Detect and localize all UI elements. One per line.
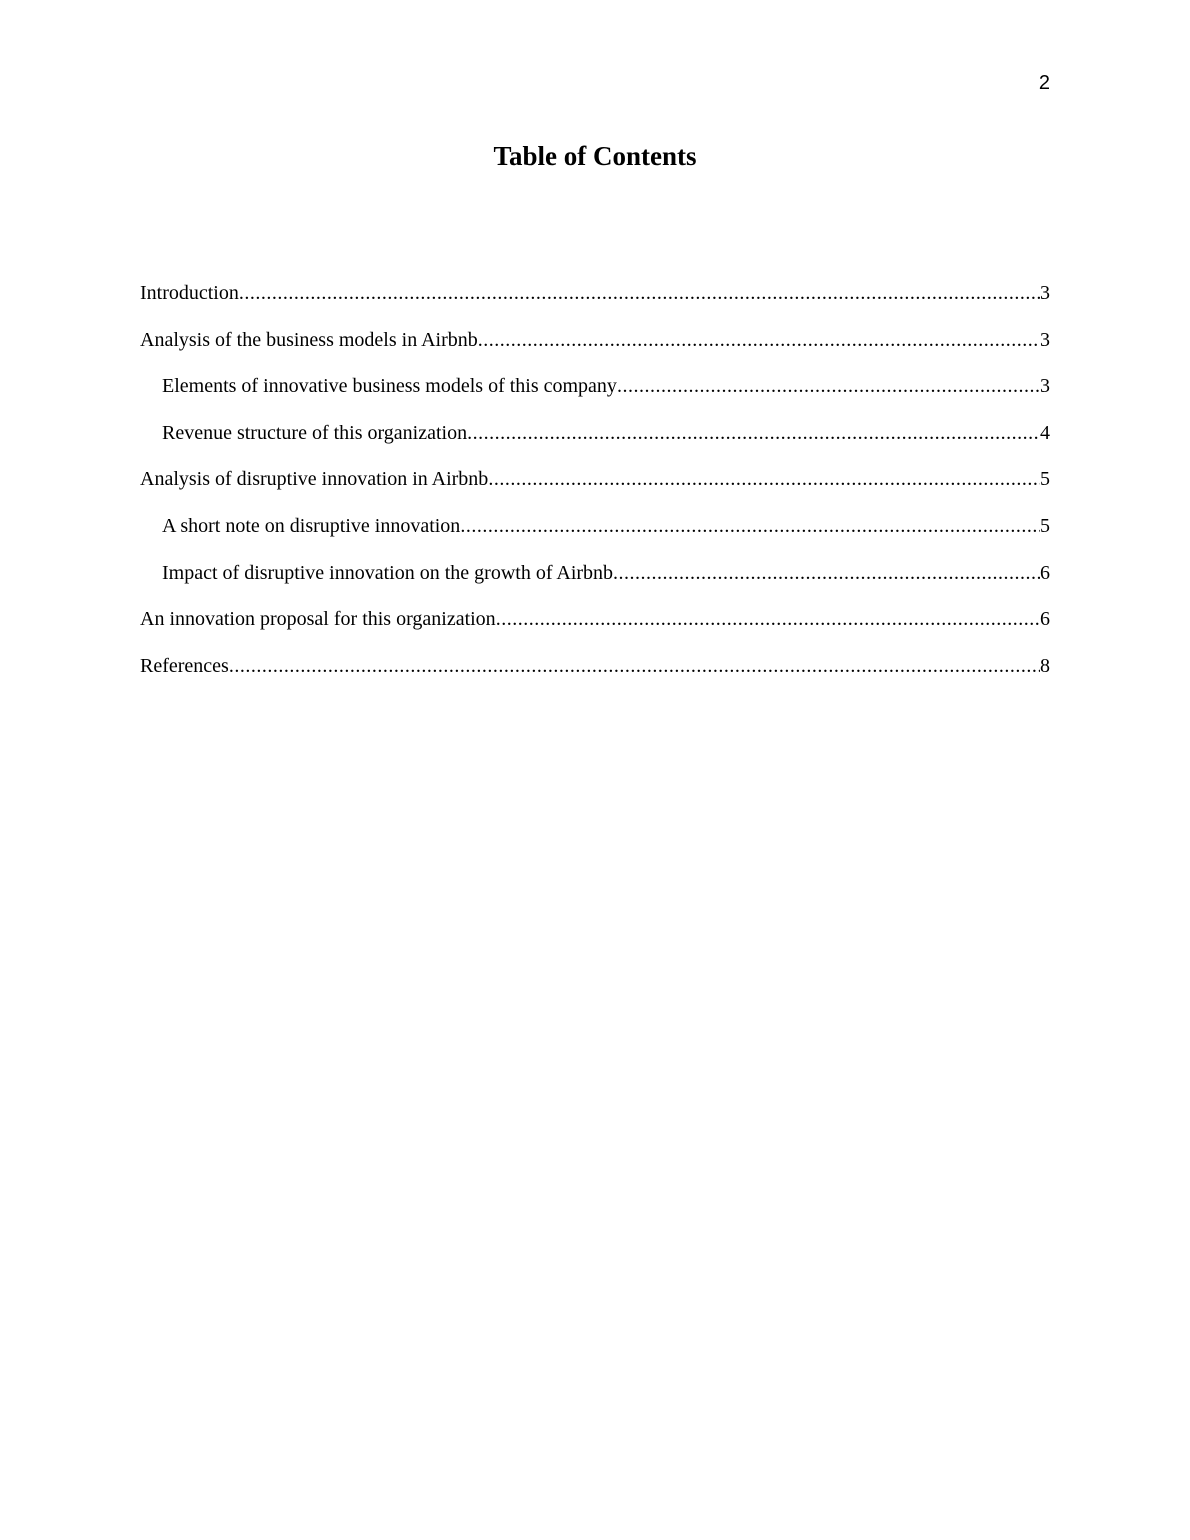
toc-entry-text: Analysis of the business models in Airbnb bbox=[140, 328, 478, 351]
toc-entry-page: 4 bbox=[1040, 421, 1050, 444]
toc-dot-leader bbox=[496, 605, 1040, 633]
toc-entry-text: A short note on disruptive innovation bbox=[162, 514, 461, 537]
toc-dot-leader bbox=[229, 652, 1040, 680]
page-number: 2 bbox=[1038, 72, 1050, 94]
toc-list bbox=[140, 279, 1050, 698]
toc-entry-page: 6 bbox=[1040, 608, 1050, 631]
toc-entry-innovation-proposal[interactable] bbox=[140, 605, 1050, 652]
toc-entry-references[interactable] bbox=[140, 652, 1050, 699]
toc-entry-short-note[interactable] bbox=[140, 512, 1050, 559]
toc-entry-text: Revenue structure of this organization bbox=[162, 421, 468, 444]
toc-entry-introduction[interactable] bbox=[140, 279, 1050, 326]
toc-entry-page: 3 bbox=[1040, 282, 1050, 304]
toc-dot-leader bbox=[478, 326, 1040, 354]
toc-dot-leader bbox=[613, 559, 1040, 587]
toc-entry-page: 3 bbox=[1040, 375, 1050, 398]
toc-entry-innovative-elements[interactable] bbox=[140, 372, 1050, 419]
toc-entry-disruptive-innovation[interactable] bbox=[140, 465, 1050, 512]
toc-dot-leader bbox=[239, 279, 1040, 307]
toc-dot-leader bbox=[467, 419, 1040, 447]
toc-entry-revenue-structure[interactable] bbox=[140, 419, 1050, 466]
toc-dot-leader bbox=[488, 465, 1040, 493]
toc-entry-impact[interactable] bbox=[140, 559, 1050, 606]
toc-entry-business-models[interactable] bbox=[140, 326, 1050, 373]
toc-entry-page: 6 bbox=[1040, 561, 1050, 584]
toc-entry-text: Analysis of disruptive innovation in Airbnb bbox=[140, 468, 489, 491]
toc-title: Table of Contents bbox=[493, 141, 697, 171]
toc-entry-text: References bbox=[140, 654, 229, 677]
toc-dot-leader bbox=[617, 372, 1040, 400]
toc-entry-page: 8 bbox=[1040, 654, 1050, 677]
toc-entry-text: Impact of disruptive innovation on the growth of Airbnb bbox=[162, 561, 614, 584]
toc-entry-page: 3 bbox=[1040, 328, 1050, 351]
toc-entry-page: 5 bbox=[1040, 514, 1050, 537]
toc-entry-text: Elements of innovative business models of this company bbox=[162, 375, 617, 398]
toc-entry-page: 5 bbox=[1040, 468, 1050, 491]
toc-entry-text: Introduction bbox=[140, 282, 239, 304]
toc-entry-text: An innovation proposal for this organization bbox=[140, 608, 496, 631]
toc-dot-leader bbox=[460, 512, 1040, 540]
